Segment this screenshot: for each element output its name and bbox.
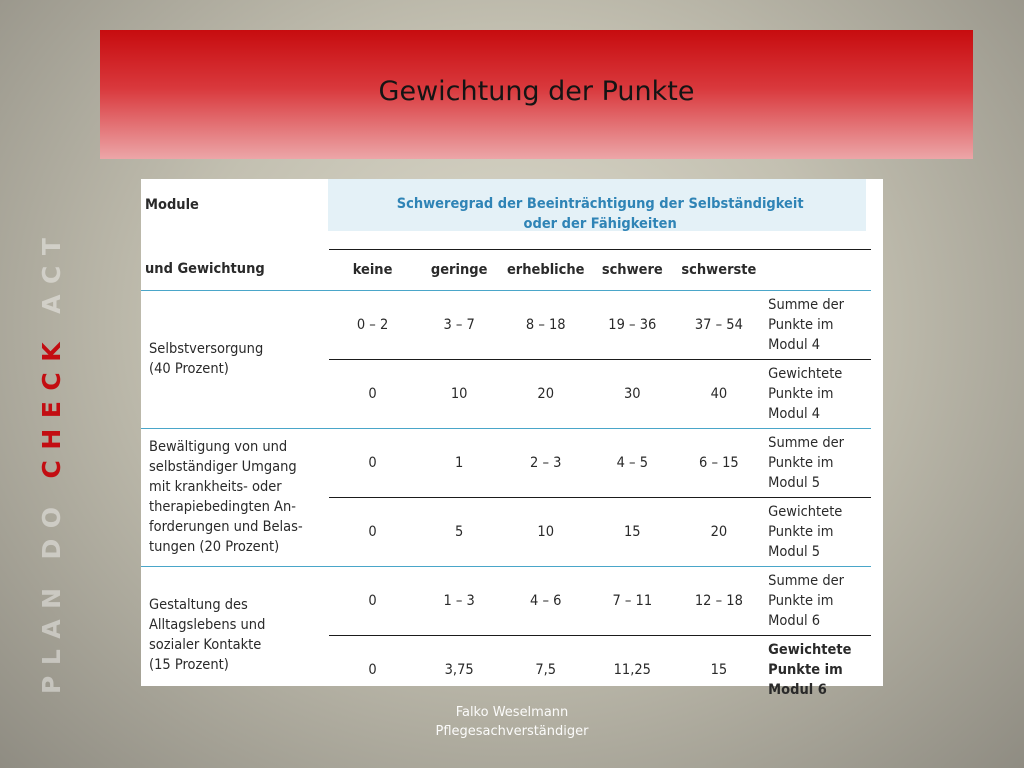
table-cell: 0 <box>329 497 416 566</box>
module-label <box>141 428 329 566</box>
row-summary-line: Modul 4 <box>768 405 821 422</box>
pdca-act: ACT <box>37 227 66 314</box>
table-cell: 11,25 <box>613 661 651 678</box>
table-cell: 10 <box>416 359 503 428</box>
table-cell: 0 <box>329 566 416 635</box>
module-label <box>141 566 329 704</box>
severity-header-line1: Schweregrad der Beeinträchtigung der Selbständigkeit <box>396 195 804 212</box>
footer-name: Falko Weselmann <box>455 705 569 720</box>
row-summary-line: Punkte im <box>768 592 834 609</box>
title-banner <box>100 30 973 159</box>
row-summary-line: Summe der <box>768 572 844 589</box>
row-summary-line: Gewichtete <box>768 365 843 382</box>
table-cell: 19 – 36 <box>589 290 676 359</box>
table-cell: 20 <box>676 497 763 566</box>
module-label-line: Selbstversorgung <box>149 341 264 357</box>
slide-title: Gewichtung der Punkte <box>378 76 695 107</box>
module-label-line: sozialer Kontakte <box>149 637 262 653</box>
table-cell: 30 <box>589 359 676 428</box>
severity-header-line2: oder der Fähigkeiten <box>523 215 677 232</box>
module-label-line: (15 Prozent) <box>149 657 229 673</box>
level-header: keine <box>329 249 416 290</box>
row-summary-line: Modul 4 <box>768 336 821 353</box>
table-cell: 0 <box>368 661 377 678</box>
row-summary-line: Modul 5 <box>768 543 821 560</box>
table-cell: 3 – 7 <box>416 290 503 359</box>
severity-group-header <box>329 179 871 249</box>
table-cell: 10 <box>502 497 589 566</box>
row-summary <box>762 359 871 428</box>
table-cell: 15 <box>589 497 676 566</box>
table-cell: 40 <box>676 359 763 428</box>
row-summary <box>762 566 871 635</box>
row-summary <box>762 290 871 359</box>
row-summary-line: Gewichtete <box>768 641 852 658</box>
module-label-line: Bewältigung von und <box>149 439 288 455</box>
table-cell: 6 – 15 <box>676 428 763 497</box>
table-cell: 12 – 18 <box>676 566 763 635</box>
table-cell: 37 – 54 <box>676 290 763 359</box>
module-label-line: Gestaltung des <box>149 597 248 613</box>
table-cell: 0 – 2 <box>329 290 416 359</box>
header-module-label: Module <box>145 197 199 213</box>
table-cell: 20 <box>502 359 589 428</box>
module-label-line: therapiebedingten An- <box>149 499 296 515</box>
header-weighting-label: und Gewichtung <box>141 249 329 290</box>
table-cell: 1 <box>416 428 503 497</box>
row-summary <box>762 497 871 566</box>
footer-author <box>412 703 612 741</box>
table-cell: 15 <box>710 661 728 678</box>
footer-role: Pflegesachverständiger <box>435 724 589 739</box>
level-header: erhebliche <box>502 249 589 290</box>
level-header: schwere <box>589 249 676 290</box>
pdca-check: CHECK <box>37 331 66 479</box>
row-summary-line: Punkte im <box>768 454 834 471</box>
row-summary-line: Punkte im <box>768 316 834 333</box>
table-cell: 4 – 6 <box>502 566 589 635</box>
table-cell: 3,75 <box>444 661 474 678</box>
row-summary-line: Summe der <box>768 434 844 451</box>
module-label <box>141 290 329 428</box>
table-cell: 7,5 <box>535 661 557 678</box>
row-summary-line: Punkte im <box>768 523 834 540</box>
row-summary-line: Modul 6 <box>768 681 827 698</box>
row-summary-line: Punkte im <box>768 385 834 402</box>
row-summary <box>762 428 871 497</box>
points-table <box>141 179 871 704</box>
table-cell: 1 – 3 <box>416 566 503 635</box>
points-table-image <box>141 179 883 698</box>
pdca-do: DO <box>37 496 66 560</box>
pdca-plan: PLAN <box>37 577 66 694</box>
level-header: schwerste <box>676 249 763 290</box>
table-cell: 7 – 11 <box>589 566 676 635</box>
summary-header <box>762 249 871 290</box>
table-cell: 2 – 3 <box>502 428 589 497</box>
row-summary-line: Summe der <box>768 296 844 313</box>
module-label-line: selbständiger Umgang <box>149 459 297 475</box>
pdca-vertical-label <box>37 228 66 694</box>
row-summary-line: Modul 5 <box>768 474 821 491</box>
module-label-line: (40 Prozent) <box>149 361 229 377</box>
row-summary-line: Modul 6 <box>768 612 821 629</box>
row-summary-line: Gewichtete <box>768 503 843 520</box>
table-cell: 0 <box>329 359 416 428</box>
table-cell: 8 – 18 <box>502 290 589 359</box>
table-cell: 4 – 5 <box>589 428 676 497</box>
module-label-line: Alltagslebens und <box>149 617 266 633</box>
level-header: geringe <box>416 249 503 290</box>
module-label-line: forderungen und Belas- <box>149 519 303 535</box>
table-cell: 0 <box>329 428 416 497</box>
table-cell: 5 <box>416 497 503 566</box>
module-label-line: tungen (20 Prozent) <box>149 539 280 555</box>
row-summary-line: Punkte im <box>768 661 843 678</box>
row-summary <box>762 635 871 704</box>
module-label-line: mit krankheits- oder <box>149 479 282 495</box>
